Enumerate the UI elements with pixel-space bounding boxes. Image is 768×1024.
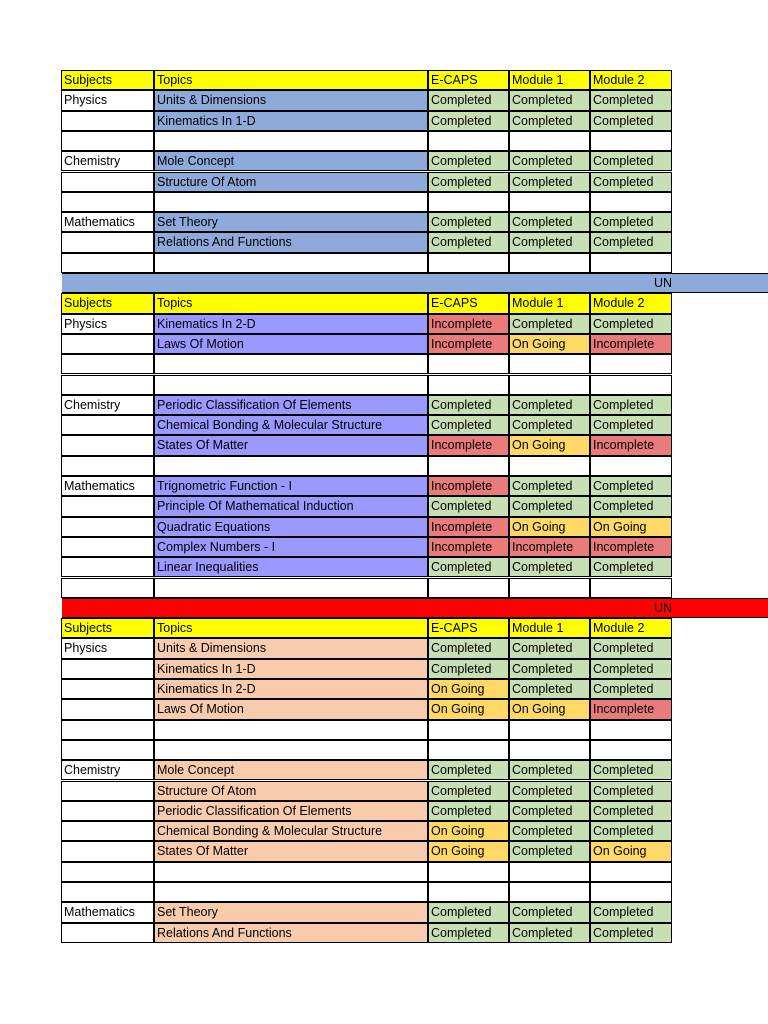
subject-cell[interactable] [61, 781, 154, 801]
subject-cell[interactable] [61, 496, 154, 516]
subject-cell[interactable] [61, 557, 154, 577]
module1-cell[interactable] [509, 740, 590, 760]
module2-cell[interactable]: On Going [590, 517, 672, 537]
section-banner [62, 598, 768, 618]
module1-cell[interactable]: On Going [509, 334, 590, 354]
ecaps-cell[interactable]: Completed [428, 232, 509, 252]
module1-cell[interactable] [509, 882, 590, 902]
topic-cell[interactable] [154, 375, 428, 395]
subject-cell[interactable] [61, 253, 154, 273]
module2-cell[interactable]: Module 2 [590, 618, 672, 638]
module2-cell[interactable]: Incomplete [590, 699, 672, 719]
subject-cell[interactable]: Subjects [61, 618, 154, 638]
ecaps-cell[interactable]: Completed [428, 923, 509, 943]
ecaps-cell[interactable]: Completed [428, 760, 509, 780]
module2-cell[interactable]: Completed [590, 151, 672, 171]
subject-cell[interactable] [61, 537, 154, 557]
ecaps-cell[interactable]: Completed [428, 781, 509, 801]
ecaps-cell[interactable]: Incomplete [428, 334, 509, 354]
ecaps-cell[interactable]: Completed [428, 212, 509, 232]
ecaps-cell[interactable]: Incomplete [428, 537, 509, 557]
topic-cell[interactable]: Structure Of Atom [154, 172, 428, 192]
topic-cell[interactable]: Periodic Classification Of Elements [154, 801, 428, 821]
module2-cell[interactable]: Module 2 [590, 70, 672, 90]
ecaps-cell[interactable]: Completed [428, 496, 509, 516]
module1-cell[interactable]: Completed [509, 111, 590, 131]
module2-cell[interactable] [590, 456, 672, 476]
module1-cell[interactable]: Completed [509, 415, 590, 435]
module2-cell[interactable]: Completed [590, 476, 672, 496]
topic-cell[interactable] [154, 882, 428, 902]
topic-cell[interactable]: Structure Of Atom [154, 781, 428, 801]
ecaps-cell[interactable] [428, 354, 509, 374]
subject-cell[interactable] [61, 375, 154, 395]
module1-cell[interactable]: Completed [509, 923, 590, 943]
module1-cell[interactable] [509, 253, 590, 273]
module1-cell[interactable]: Completed [509, 172, 590, 192]
subject-cell[interactable] [61, 882, 154, 902]
ecaps-cell[interactable]: Completed [428, 557, 509, 577]
module2-cell[interactable]: Completed [590, 172, 672, 192]
subject-cell[interactable] [61, 334, 154, 354]
subject-cell[interactable]: Chemistry [61, 395, 154, 415]
module1-cell[interactable] [509, 354, 590, 374]
module1-cell[interactable]: Completed [509, 232, 590, 252]
subject-cell[interactable] [61, 740, 154, 760]
subject-cell[interactable]: Physics [61, 314, 154, 334]
topic-cell[interactable]: Mole Concept [154, 151, 428, 171]
module2-cell[interactable]: Completed [590, 902, 672, 922]
module2-cell[interactable]: Completed [590, 801, 672, 821]
module1-cell[interactable]: Completed [509, 638, 590, 658]
module2-cell[interactable] [590, 131, 672, 151]
subject-cell[interactable] [61, 679, 154, 699]
module1-cell[interactable]: Completed [509, 902, 590, 922]
subject-cell[interactable] [61, 801, 154, 821]
section-banner [62, 273, 768, 293]
subject-cell[interactable] [61, 456, 154, 476]
module2-cell[interactable]: Completed [590, 395, 672, 415]
module1-cell[interactable]: Incomplete [509, 537, 590, 557]
ecaps-cell[interactable]: E-CAPS [428, 293, 509, 313]
ecaps-cell[interactable]: Completed [428, 90, 509, 110]
topic-cell[interactable]: Chemical Bonding & Molecular Structure [154, 415, 428, 435]
subject-cell[interactable] [61, 923, 154, 943]
subject-cell[interactable] [61, 131, 154, 151]
ecaps-cell[interactable]: Completed [428, 415, 509, 435]
subject-cell[interactable]: Mathematics [61, 902, 154, 922]
topic-cell[interactable]: Complex Numbers - I [154, 537, 428, 557]
module1-cell[interactable]: Completed [509, 395, 590, 415]
module2-cell[interactable] [590, 253, 672, 273]
topic-cell[interactable]: Linear Inequalities [154, 557, 428, 577]
ecaps-cell[interactable] [428, 882, 509, 902]
topic-cell[interactable] [154, 354, 428, 374]
topic-cell[interactable] [154, 720, 428, 740]
subject-cell[interactable] [61, 841, 154, 861]
subject-cell[interactable] [61, 232, 154, 252]
topic-cell[interactable]: Chemical Bonding & Molecular Structure [154, 821, 428, 841]
module1-cell[interactable]: Completed [509, 314, 590, 334]
module2-cell[interactable]: Completed [590, 821, 672, 841]
subject-cell[interactable] [61, 111, 154, 131]
ecaps-cell[interactable]: On Going [428, 679, 509, 699]
subject-cell[interactable] [61, 517, 154, 537]
ecaps-cell[interactable] [428, 375, 509, 395]
topic-cell[interactable]: Relations And Functions [154, 232, 428, 252]
subject-cell[interactable] [61, 659, 154, 679]
topic-cell[interactable]: Trignometric Function - I [154, 476, 428, 496]
ecaps-cell[interactable]: Incomplete [428, 435, 509, 455]
subject-cell[interactable]: Subjects [61, 70, 154, 90]
module2-cell[interactable]: Completed [590, 760, 672, 780]
subject-cell[interactable] [61, 172, 154, 192]
module1-cell[interactable]: Completed [509, 821, 590, 841]
topic-cell[interactable]: Quadratic Equations [154, 517, 428, 537]
module1-cell[interactable]: Completed [509, 801, 590, 821]
module1-cell[interactable]: Completed [509, 760, 590, 780]
topic-cell[interactable] [154, 578, 428, 598]
topic-cell[interactable]: States Of Matter [154, 435, 428, 455]
module2-cell[interactable]: Module 2 [590, 293, 672, 313]
module2-cell[interactable]: Completed [590, 314, 672, 334]
module2-cell[interactable] [590, 882, 672, 902]
topic-cell[interactable]: Laws Of Motion [154, 334, 428, 354]
ecaps-cell[interactable] [428, 578, 509, 598]
module2-cell[interactable]: Completed [590, 679, 672, 699]
subject-cell[interactable] [61, 415, 154, 435]
ecaps-cell[interactable]: Completed [428, 638, 509, 658]
module2-cell[interactable]: Completed [590, 415, 672, 435]
module2-cell[interactable] [590, 354, 672, 374]
topic-cell[interactable]: Set Theory [154, 212, 428, 232]
module1-cell[interactable]: On Going [509, 435, 590, 455]
topic-cell[interactable] [154, 192, 428, 212]
topic-cell[interactable]: Kinematics In 1-D [154, 659, 428, 679]
ecaps-cell[interactable]: Incomplete [428, 314, 509, 334]
topic-cell[interactable] [154, 456, 428, 476]
module2-cell[interactable]: Completed [590, 557, 672, 577]
module1-cell[interactable]: Completed [509, 476, 590, 496]
module1-cell[interactable]: On Going [509, 699, 590, 719]
ecaps-cell[interactable]: Completed [428, 659, 509, 679]
module1-cell[interactable] [509, 578, 590, 598]
topic-cell[interactable]: Kinematics In 2-D [154, 679, 428, 699]
module1-cell[interactable]: Completed [509, 212, 590, 232]
module2-cell[interactable]: Completed [590, 496, 672, 516]
ecaps-cell[interactable] [428, 740, 509, 760]
topic-cell[interactable]: Topics [154, 618, 428, 638]
topic-cell[interactable]: Periodic Classification Of Elements [154, 395, 428, 415]
module1-cell[interactable]: Completed [509, 151, 590, 171]
subject-cell[interactable] [61, 192, 154, 212]
topic-cell[interactable]: Mole Concept [154, 760, 428, 780]
module2-cell[interactable]: Completed [590, 638, 672, 658]
topic-cell[interactable] [154, 862, 428, 882]
module1-cell[interactable] [509, 720, 590, 740]
module1-cell[interactable] [509, 862, 590, 882]
subject-cell[interactable]: Chemistry [61, 151, 154, 171]
module2-cell[interactable]: Incomplete [590, 435, 672, 455]
topic-cell[interactable]: Units & Dimensions [154, 90, 428, 110]
ecaps-cell[interactable]: Completed [428, 902, 509, 922]
topic-cell[interactable] [154, 740, 428, 760]
module2-cell[interactable] [590, 192, 672, 212]
module1-cell[interactable]: Completed [509, 496, 590, 516]
module2-cell[interactable]: Completed [590, 212, 672, 232]
ecaps-cell[interactable]: E-CAPS [428, 618, 509, 638]
topic-cell[interactable]: Topics [154, 70, 428, 90]
ecaps-cell[interactable]: On Going [428, 699, 509, 719]
subject-cell[interactable]: Mathematics [61, 476, 154, 496]
module2-cell[interactable]: Completed [590, 90, 672, 110]
ecaps-cell[interactable] [428, 720, 509, 740]
module2-cell[interactable]: Incomplete [590, 334, 672, 354]
banner-label: UN [653, 276, 672, 290]
module2-cell[interactable] [590, 375, 672, 395]
topic-cell[interactable]: Principle Of Mathematical Induction [154, 496, 428, 516]
module2-cell[interactable] [590, 720, 672, 740]
ecaps-cell[interactable] [428, 253, 509, 273]
ecaps-cell[interactable] [428, 192, 509, 212]
ecaps-cell[interactable]: Completed [428, 172, 509, 192]
ecaps-cell[interactable] [428, 862, 509, 882]
module1-cell[interactable] [509, 192, 590, 212]
module1-cell[interactable]: Completed [509, 841, 590, 861]
topic-cell[interactable]: Kinematics In 1-D [154, 111, 428, 131]
subject-cell[interactable] [61, 435, 154, 455]
subject-cell[interactable] [61, 354, 154, 374]
module2-cell[interactable]: Incomplete [590, 537, 672, 557]
banner-label: UN [653, 600, 672, 615]
topic-cell[interactable]: Kinematics In 2-D [154, 314, 428, 334]
topic-cell[interactable]: States Of Matter [154, 841, 428, 861]
subject-cell[interactable]: Physics [61, 90, 154, 110]
module1-cell[interactable] [509, 456, 590, 476]
module1-cell[interactable] [509, 131, 590, 151]
topic-cell[interactable]: Set Theory [154, 902, 428, 922]
subject-cell[interactable]: Physics [61, 638, 154, 658]
module2-cell[interactable] [590, 578, 672, 598]
ecaps-cell[interactable] [428, 456, 509, 476]
module2-cell[interactable]: Completed [590, 111, 672, 131]
module2-cell[interactable]: Completed [590, 659, 672, 679]
module1-cell[interactable]: Module 1 [509, 293, 590, 313]
ecaps-cell[interactable]: On Going [428, 841, 509, 861]
subject-cell[interactable]: Mathematics [61, 212, 154, 232]
topic-cell[interactable]: Laws Of Motion [154, 699, 428, 719]
module2-cell[interactable] [590, 862, 672, 882]
ecaps-cell[interactable]: E-CAPS [428, 70, 509, 90]
topic-cell[interactable]: Topics [154, 293, 428, 313]
module1-cell[interactable]: Completed [509, 90, 590, 110]
module1-cell[interactable]: On Going [509, 517, 590, 537]
subject-cell[interactable]: Subjects [61, 293, 154, 313]
module1-cell[interactable]: Module 1 [509, 70, 590, 90]
module1-cell[interactable]: Completed [509, 679, 590, 699]
module1-cell[interactable]: Completed [509, 781, 590, 801]
topic-cell[interactable] [154, 131, 428, 151]
ecaps-cell[interactable]: Completed [428, 801, 509, 821]
module1-cell[interactable]: Completed [509, 659, 590, 679]
subject-cell[interactable] [61, 699, 154, 719]
module2-cell[interactable]: Completed [590, 232, 672, 252]
module2-cell[interactable] [590, 740, 672, 760]
ecaps-cell[interactable]: Completed [428, 395, 509, 415]
module2-cell[interactable]: Completed [590, 923, 672, 943]
ecaps-cell[interactable]: On Going [428, 821, 509, 841]
ecaps-cell[interactable]: Incomplete [428, 517, 509, 537]
ecaps-cell[interactable]: Completed [428, 111, 509, 131]
ecaps-cell[interactable] [428, 131, 509, 151]
module2-cell[interactable]: On Going [590, 841, 672, 861]
subject-cell[interactable] [61, 862, 154, 882]
module1-cell[interactable]: Module 1 [509, 618, 590, 638]
ecaps-cell[interactable]: Incomplete [428, 476, 509, 496]
subject-cell[interactable] [61, 578, 154, 598]
topic-cell[interactable]: Units & Dimensions [154, 638, 428, 658]
module1-cell[interactable]: Completed [509, 557, 590, 577]
module1-cell[interactable] [509, 375, 590, 395]
ecaps-cell[interactable]: Completed [428, 151, 509, 171]
subject-cell[interactable] [61, 720, 154, 740]
topic-cell[interactable]: Relations And Functions [154, 923, 428, 943]
subject-cell[interactable]: Chemistry [61, 760, 154, 780]
subject-cell[interactable] [61, 821, 154, 841]
topic-cell[interactable] [154, 253, 428, 273]
module2-cell[interactable]: Completed [590, 781, 672, 801]
